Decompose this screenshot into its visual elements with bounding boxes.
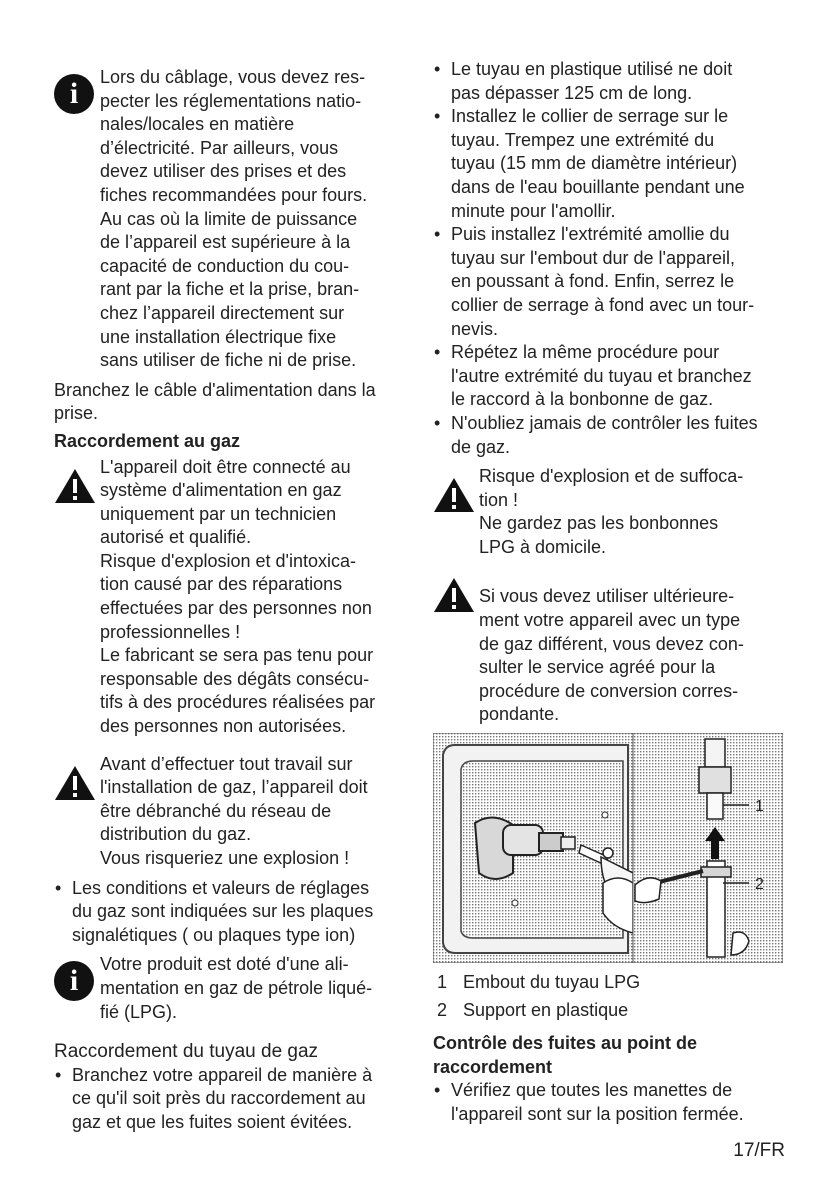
leak-check-list bbox=[433, 1079, 785, 1126]
warning-icon bbox=[54, 765, 96, 801]
plug-cable-text: Branchez le câble d'alimentation dans la prise. bbox=[54, 379, 376, 424]
list-item: • Le tuyau en plastique utilisé ne doit pas dépasser 125 cm de long. bbox=[433, 58, 785, 105]
warning-icon bbox=[433, 477, 475, 513]
heading-leak-check: Contrôle des fuites au point de raccordement bbox=[433, 1033, 698, 1077]
warning-icon bbox=[433, 577, 475, 613]
hose-connection-list bbox=[54, 1064, 406, 1135]
legend-item: 2 Support en plastique bbox=[437, 999, 629, 1020]
list-item: • Vérifiez que toutes les manettes de l'appareil sont sur la position fermée. bbox=[433, 1079, 785, 1126]
warning-disconnect bbox=[54, 753, 406, 871]
page-number: 17/FR bbox=[733, 1140, 785, 1161]
hose-connection-illustration bbox=[433, 733, 783, 963]
list-item: • Répétez la même procédure pour l'autre extrémité du tuyau et branchez le raccord à la bonbonne de gaz. bbox=[433, 341, 785, 412]
warning-disconnect-text: Avant d’effectuer tout travail sur l'installation de gaz, l’appareil doit être débranché du réseau de distribution du gaz. Vous risqueriez une explosion ! bbox=[100, 753, 368, 868]
warning-technician-text: L'appareil doit être connecté au système d'alimentation en gaz uniquement par un technicien autorisé et qualifié. Risque d'explosion et d'intoxica- tion causé par des réparations effectuées par des personnes non professionnelles ! Le fabricant se sera pas tenu pour responsable des dégâts consécu- tifs à des procédures réalisées par des personnes non autorisées. bbox=[100, 456, 376, 737]
left-column bbox=[54, 58, 406, 1135]
list-item: • Branchez votre appareil de manière à ce qu'il soit près du raccordement au gaz et que les fuites soient évitées. bbox=[54, 1064, 406, 1135]
figure-label-1: 1 bbox=[755, 798, 764, 816]
list-item: • N'oubliez jamais de contrôler les fuites de gaz. bbox=[433, 412, 785, 459]
figure-label-2: 2 bbox=[755, 876, 764, 894]
info-icon: i bbox=[54, 961, 94, 1001]
list-item: • Les conditions et valeurs de réglages du gaz sont indiquées sur les plaques signalétiques ( ou plaques type ion) bbox=[54, 877, 406, 948]
figure-legend bbox=[437, 971, 785, 1022]
warning-icon bbox=[54, 468, 96, 504]
heading-hose-connection: Raccordement du tuyau de gaz bbox=[54, 1041, 319, 1063]
warning-gas-type bbox=[433, 585, 785, 727]
warning-explosion-text: Risque d'explosion et de suffoca- tion ! Ne gardez pas les bonbonnes LPG à domicile. bbox=[479, 466, 744, 557]
info-icon: i bbox=[54, 74, 94, 114]
info-note-lpg bbox=[54, 953, 406, 1024]
info-note-wiring bbox=[54, 66, 406, 373]
info-lpg-text: Votre produit est doté d'une ali- mentation en gaz de pétrole liqué- fié (LPG). bbox=[100, 954, 373, 1022]
hose-steps-list bbox=[433, 58, 785, 459]
list-item: • Installez le collier de serrage sur le tuyau. Trempez une extrémité du tuyau (15 mm de diamètre intérieur) dans de l'eau bouillante pendant une minute pour l'amollir. bbox=[433, 105, 785, 223]
info-wiring-text: Lors du câblage, vous devez res- pecter les réglementations natio- nales/locales en matière d’électricité. Par ailleurs, vous devez utiliser des prises et des fiches recommandées pour fours. Au cas où la limite de puissance de l’appareil est supérieure à la capacité de conduction du cou- rant par la fiche et la prise, bran- chez l’appareil directement sur une installation électrique fixe sans utiliser de fiche ni de prise. bbox=[100, 67, 368, 371]
warning-explosion bbox=[433, 465, 785, 559]
heading-gas-connection: Raccordement au gaz bbox=[54, 430, 241, 451]
warning-technician bbox=[54, 456, 406, 739]
legend-item: 1 Embout du tuyau LPG bbox=[437, 972, 641, 993]
warning-gas-type-text: Si vous devez utiliser ultérieure- ment votre appareil avec un type de gaz différent, vous devez con- sulter le service agréé pour la procédure de conversion corres- pondante. bbox=[479, 586, 744, 725]
right-column bbox=[433, 58, 785, 1127]
list-item: • Puis installez l'extrémité amollie du tuyau sur l'embout dur de l'appareil, en poussant à fond. Enfin, serrez le collier de serrage à fond avec un tour- nevis. bbox=[433, 223, 785, 341]
gas-settings-list bbox=[54, 877, 406, 948]
illustration-drawing bbox=[433, 733, 783, 963]
